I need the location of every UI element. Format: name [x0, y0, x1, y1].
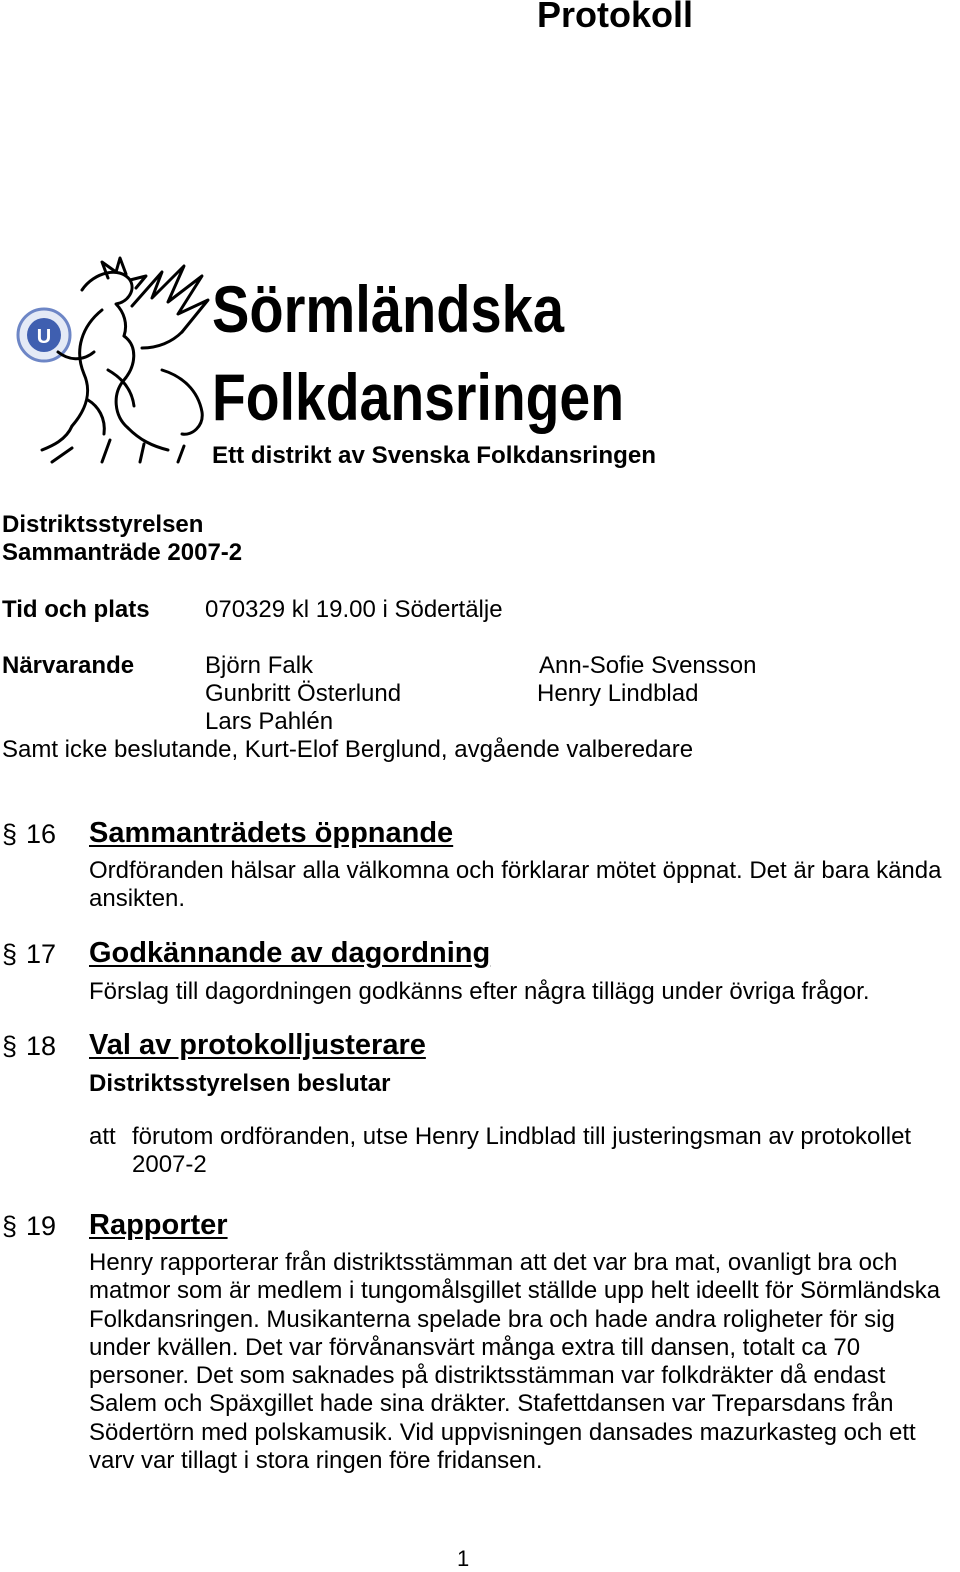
section-symbol: § — [2, 1211, 18, 1241]
section-symbol: § — [2, 819, 18, 849]
non-voting-attendees: Samt icke beslutande, Kurt-Elof Berglund, avgående valberedare — [2, 736, 694, 763]
decision-text: förutom ordföranden, utse Henry Lindblad till justeringsman av protokollet 2007-2 — [132, 1123, 912, 1179]
logo-line1: Sörmländska — [212, 272, 566, 346]
section-title: Rapporter — [89, 1209, 228, 1241]
logo-line2: Folkdansringen — [212, 360, 624, 434]
decision-att: att — [89, 1123, 116, 1150]
time-place-value: 070329 kl 19.00 i Södertälje — [205, 596, 503, 623]
section-symbol: § — [2, 939, 18, 969]
decision-heading: Distriktsstyrelsen beslutar — [89, 1070, 391, 1097]
logo-tagline: Ett distrikt av Svenska Folkdansringen — [212, 442, 656, 469]
document-title: Protokoll — [537, 0, 694, 35]
organization-logo — [12, 250, 662, 478]
section-body: Henry rapporterar från distriktsstämman att det var bra mat, ovanligt bra och matmor som är medlem i tungomålsgillet ställde upp helt ideellt för Sörmländska Folkdansringen. Musikanterna spelade bra och hade andra roligheter för sig under kvällen. Det var förvånansvärt många extra till dansen, totalt ca 70 personer. Det som saknades på distriktsstämman var folkdräkter då endast Salem och Späxgillet hade sina dräkter. Stafettdansen var Treparsdans från Södertörn med polskamusik. Vid uppvisningen dansades mazurkasteg och ett varv var tillagt i stora ringen före fridansen. — [89, 1249, 941, 1475]
present-name: Björn Falk — [205, 652, 314, 679]
organization-name: Distriktsstyrelsen — [2, 511, 204, 538]
section-body: Förslag till dagordningen godkänns efter några tillägg under övriga frågor. — [89, 978, 870, 1005]
section-number: 17 — [26, 939, 57, 969]
section-title: Sammanträdets öppnande — [89, 817, 454, 849]
section-title: Val av protokolljusterare — [89, 1029, 426, 1061]
section-number: 19 — [26, 1211, 57, 1241]
svg-text:U: U — [36, 326, 52, 348]
present-name: Henry Lindblad — [537, 680, 699, 707]
section-number: 18 — [26, 1031, 57, 1061]
meeting-name: Sammanträde 2007-2 — [2, 539, 243, 566]
page-number: 1 — [457, 1546, 470, 1571]
section-number: 16 — [26, 819, 57, 849]
present-name: Gunbritt Österlund — [205, 680, 402, 707]
section-title: Godkännande av dagordning — [89, 937, 491, 969]
griffin-icon — [42, 258, 208, 462]
section-symbol: § — [2, 1031, 18, 1061]
time-place-label: Tid och plats — [2, 596, 150, 623]
present-name: Ann-Sofie Svensson — [539, 652, 757, 679]
section-body: Ordföranden hälsar alla välkomna och förklarar mötet öppnat. Det är bara kända ansikten. — [89, 857, 942, 913]
present-name: Lars Pahlén — [205, 708, 334, 735]
present-label: Närvarande — [2, 652, 135, 679]
